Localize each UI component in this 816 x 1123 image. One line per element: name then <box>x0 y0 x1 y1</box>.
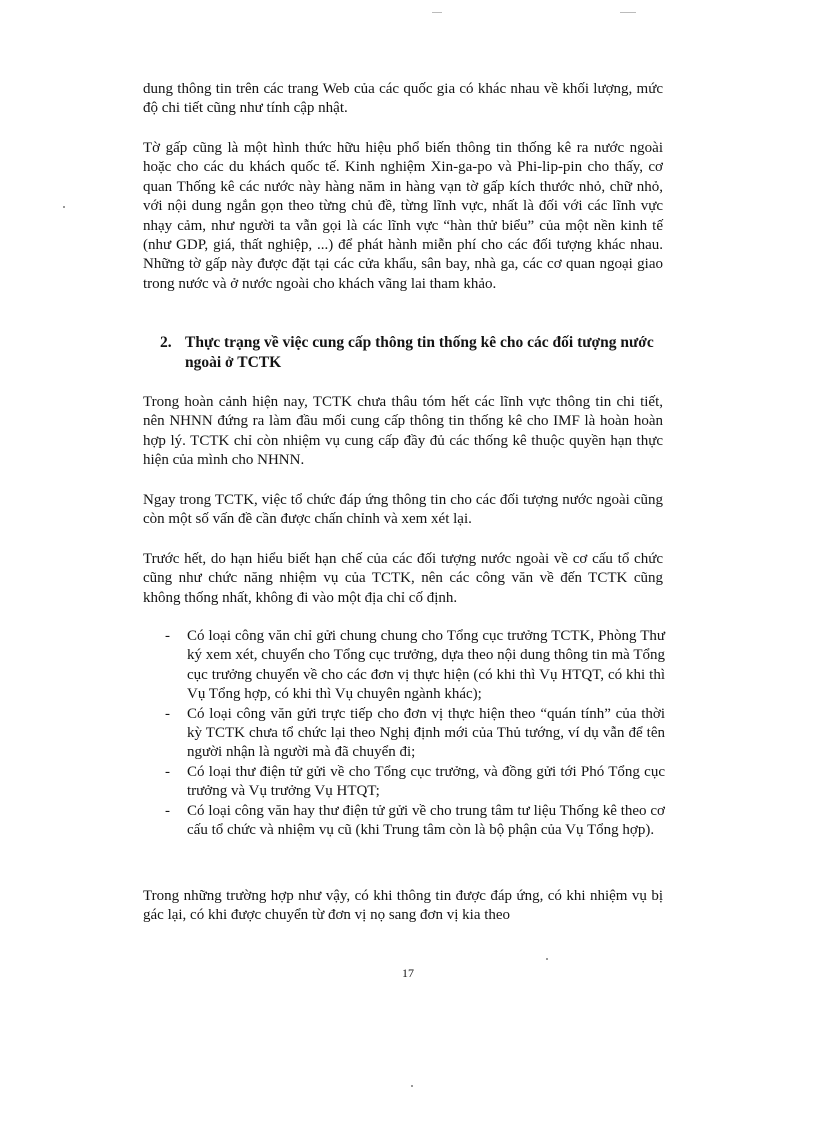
section-title: Thực trạng về việc cung cấp thông tin thống kê cho các đối tượng nước ngoài ở TCTK <box>185 334 654 371</box>
dash-bullet: - <box>165 763 170 780</box>
list-item <box>165 705 665 763</box>
list-item <box>165 763 665 802</box>
scan-speck <box>546 958 548 960</box>
scan-speck <box>63 206 65 208</box>
scan-mark <box>620 12 636 13</box>
list-item-text: Có loại thư điện tử gửi về cho Tổng cục trưởng, và đồng gửi tới Phó Tổng cục trưởng và Vụ trưởng Vụ HTQT; <box>187 763 665 800</box>
paragraph-first-issue: Trước hết, do hạn hiểu biết hạn chế của các đối tượng nước ngoài về cơ cấu tổ chức cũng như chức năng nhiệm vụ của TCTK, nên các công văn về đến TCTK cũng không thống nhất, không đi vào một địa chỉ cố định. <box>143 551 663 606</box>
list-item-text: Có loại công văn gửi trực tiếp cho đơn vị thực hiện theo “quán tính” của thời kỳ TCTK chưa tổ chức lại theo Nghị định mới của Thủ tướng, ví dụ vẫn để tên người nhận là người mà đã chuyển đi; <box>187 705 665 761</box>
paragraph-within-tctk: Ngay trong TCTK, việc tổ chức đáp ứng thông tin cho các đối tượng nước ngoài cũng còn một số vấn đề cần được chấn chỉnh và xem xét lại. <box>143 492 663 528</box>
section-number: 2. <box>160 334 172 351</box>
dash-bullet: - <box>165 802 170 819</box>
list-item <box>165 802 665 841</box>
list-item <box>165 627 665 705</box>
list-item-text: Có loại công văn hay thư điện tử gửi về cho trung tâm tư liệu Thống kê theo cơ cấu tổ chức và nhiệm vụ cũ (khi Trung tâm còn là bộ phận của Vụ Tổng hợp). <box>187 802 665 839</box>
list-item-text: Có loại công văn chỉ gửi chung chung cho Tổng cục trưởng TCTK, Phòng Thư ký xem xét, chuyển cho Tổng cục trưởng, dựa theo nội dung thông tin mà Tổng cục trưởng chuyển về cho các đơn vị thực hiện (có khi thì Vụ HTQT, có khi thì Vụ Tổng hợp, có khi thì Vụ chuyên ngành khác); <box>187 628 665 703</box>
page-number: 17 <box>402 966 414 980</box>
paragraph-leaflets: Tờ gấp cũng là một hình thức hữu hiệu phổ biến thông tin thống kê ra nước ngoài hoặc cho các du khách quốc tế. Kinh nghiệm Xin-ga-po và Phi-lip-pin cho thấy, cơ quan Thống kê các nước này hàng năm in hàng vạn tờ gấp kích thước nhỏ, chữ nhỏ, với nội dung ngắn gọn theo từng chủ đề, từng lĩnh vực, nhất là đối với các lĩnh vực nhạy cảm, như người ta vẫn gọi là các lĩnh vực “hàn thử biểu” của một nền kinh tế (như GDP, giá, thất nghiệp, ...) để phát hành miễn phí cho các đối tượng khác nhau. Những tờ gấp này được đặt tại các cửa khẩu, sân bay, nhà ga, các cơ quan ngoại giao trong nước và ở nước ngoài cho khách vãng lai tham khảo. <box>143 140 663 292</box>
section-heading <box>160 333 665 373</box>
paragraph-closing: Trong những trường hợp như vậy, có khi thông tin được đáp ứng, có khi nhiệm vụ bị gác lại, có khi được chuyển từ đơn vị nọ sang đơn vị kia theo <box>143 888 663 924</box>
scan-speck <box>411 1085 413 1087</box>
dash-bullet: - <box>165 705 170 722</box>
paragraph-continuation: dung thông tin trên các trang Web của các quốc gia có khác nhau về khối lượng, mức độ chi tiết cũng như tính cập nhật. <box>143 81 663 117</box>
bullet-list <box>165 627 665 840</box>
scan-mark <box>432 12 442 13</box>
dash-bullet: - <box>165 628 170 644</box>
paragraph-current-situation: Trong hoàn cảnh hiện nay, TCTK chưa thâu tóm hết các lĩnh vực thông tin chi tiết, nên NHNN đứng ra làm đầu mối cung cấp thông tin thống kê cho IMF là hoàn hoàn hợp lý. TCTK chỉ còn nhiệm vụ cung cấp đầy đủ các thống kê thuộc quyền hạn thực hiện của mình cho NHNN. <box>143 394 663 469</box>
